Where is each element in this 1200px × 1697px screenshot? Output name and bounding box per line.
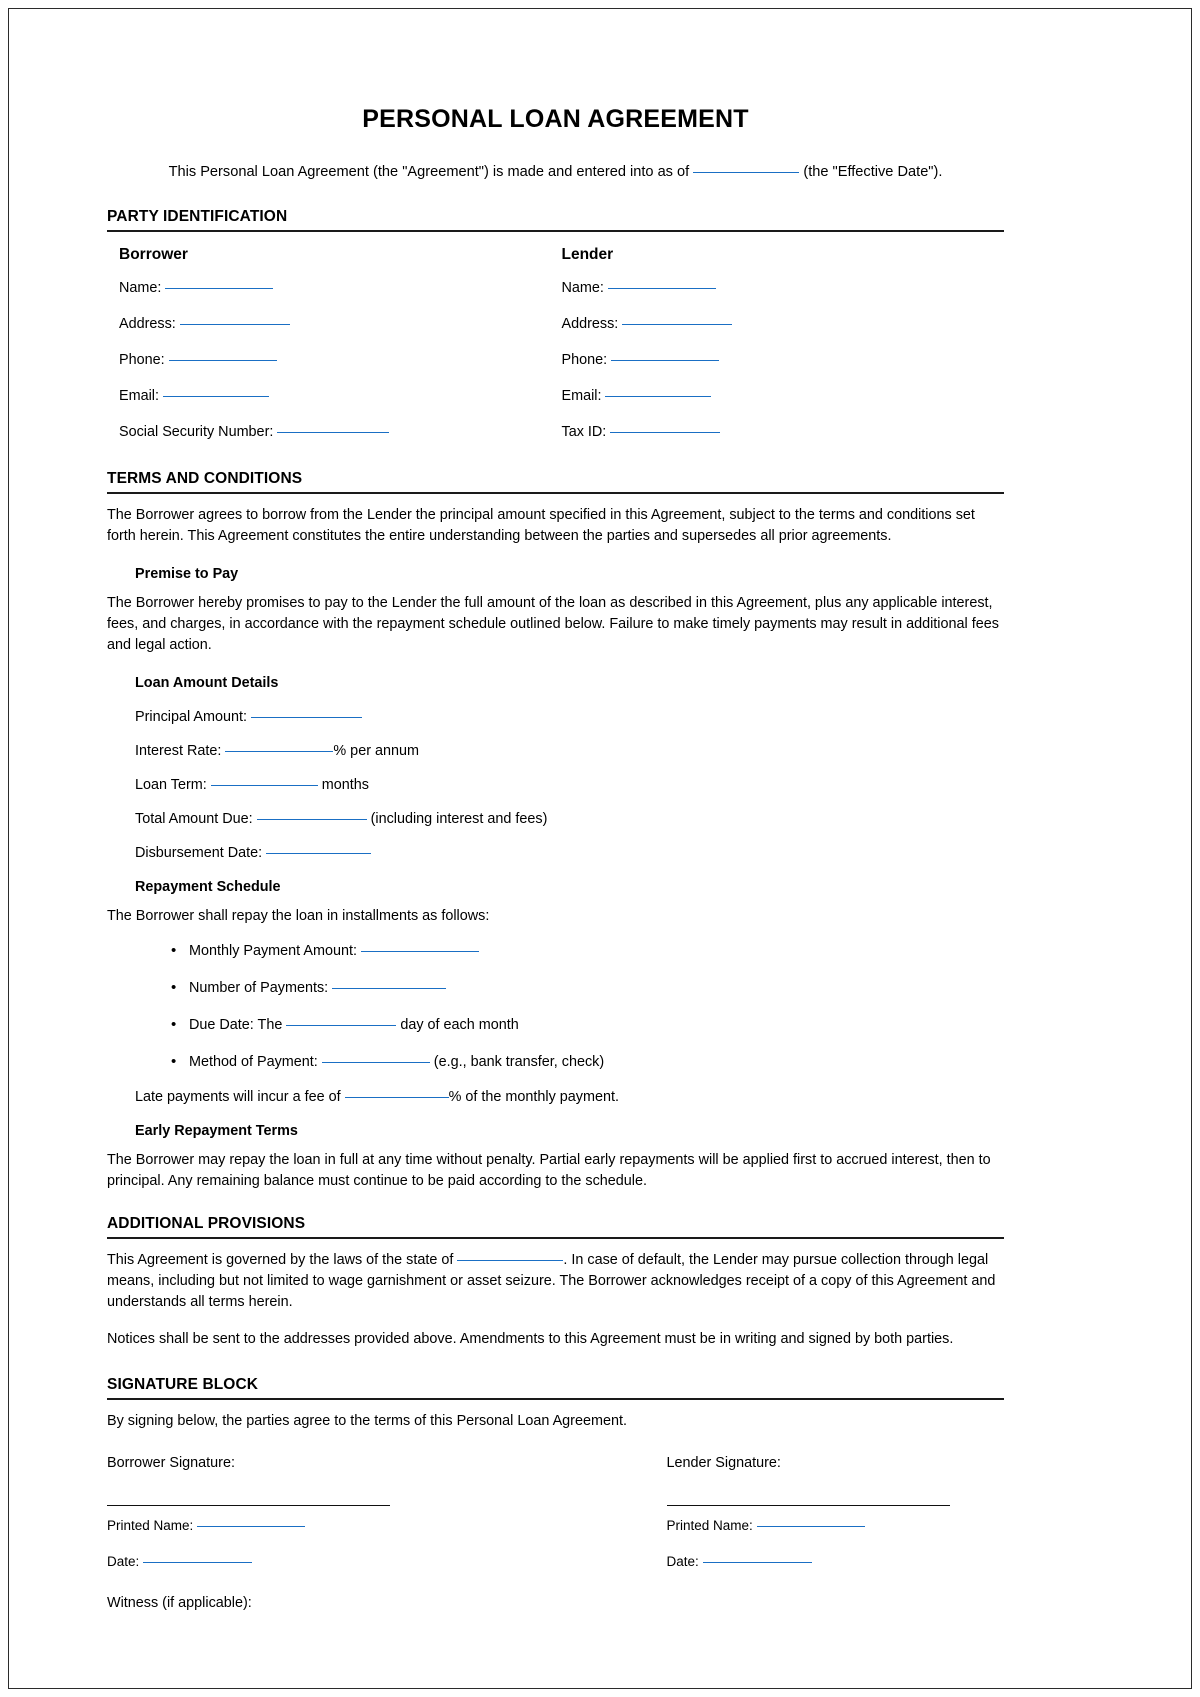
notices-paragraph: Notices shall be sent to the addresses provided above. Amendments to this Agreement must be in writing and signed by both parties. <box>107 1330 954 1347</box>
signature-grid <box>107 1455 1004 1611</box>
lender-date-fill-line[interactable] <box>703 1562 812 1563</box>
borrower-name-row <box>119 280 556 296</box>
late-fee-row <box>135 1089 1004 1105</box>
terms-intro-paragraph: The Borrower agrees to borrow from the Lender the principal amount specified in this Agreement, subject to the terms and conditions set forth herein. This Agreement constitutes the entire understanding between the parties and supersedes all prior agreements. <box>107 507 975 545</box>
governing-law-text-before: This Agreement is governed by the laws of the state of <box>107 1251 454 1268</box>
interest-rate-suffix: % per annum <box>333 742 419 759</box>
repayment-schedule-list <box>107 943 1004 1070</box>
borrower-address-label: Address: <box>119 316 176 333</box>
borrower-ssn-row <box>119 424 556 440</box>
section-header-terms-and-conditions: TERMS AND CONDITIONS <box>107 470 1004 494</box>
lender-date-row <box>667 1554 1005 1569</box>
interest-rate-fill-line[interactable] <box>225 751 333 752</box>
late-fee-fill-line[interactable] <box>345 1097 449 1098</box>
governing-law-text-after: . In case of default, the Lender may pursue collection through legal means, including but not limited to wage garnishment or asset seizure. The Borrower acknowledges receipt of a copy of this Agreement and understands all terms herein. <box>107 1251 996 1311</box>
signature-intro: By signing below, the parties agree to the terms of this Personal Loan Agreement. <box>107 1412 627 1429</box>
borrower-signature-column <box>107 1455 556 1611</box>
list-item-number-of-payments <box>189 980 1004 996</box>
late-fee-label-before: Late payments will incur a fee of <box>135 1089 341 1106</box>
interest-rate-label: Interest Rate: <box>135 742 222 759</box>
lender-name-label: Name: <box>561 280 604 297</box>
subheading-repayment-schedule: Repayment Schedule <box>135 878 281 895</box>
disbursement-date-row <box>135 845 1004 861</box>
monthly-payment-amount-fill-line[interactable] <box>361 951 479 952</box>
lender-signature-line[interactable] <box>667 1471 950 1506</box>
borrower-ssn-label: Social Security Number: <box>119 424 274 441</box>
lender-phone-row <box>562 352 1005 368</box>
governing-law-state-fill-line[interactable] <box>457 1260 563 1261</box>
disbursement-date-fill-line[interactable] <box>266 853 371 854</box>
disbursement-date-label: Disbursement Date: <box>135 844 263 861</box>
lender-taxid-fill-line[interactable] <box>610 432 720 433</box>
method-of-payment-label: Method of Payment: <box>189 1054 318 1071</box>
list-item-monthly-payment-amount <box>189 943 1004 959</box>
subheading-loan-amount-details: Loan Amount Details <box>135 674 279 691</box>
principal-amount-label: Principal Amount: <box>135 708 247 725</box>
lender-printed-name-label: Printed Name: <box>666 1517 753 1533</box>
borrower-name-label: Name: <box>119 280 162 297</box>
monthly-payment-amount-label: Monthly Payment Amount: <box>189 943 357 960</box>
borrower-date-fill-line[interactable] <box>143 1562 252 1563</box>
lender-printed-name-fill-line[interactable] <box>757 1526 865 1527</box>
lender-taxid-label: Tax ID: <box>561 424 607 441</box>
subheading-early-repayment-terms: Early Repayment Terms <box>135 1123 298 1140</box>
borrower-email-label: Email: <box>119 388 159 405</box>
loan-term-row <box>135 777 1004 793</box>
lender-signature-column <box>556 1455 1005 1611</box>
premise-to-pay-paragraph: The Borrower hereby promises to pay to the Lender the full amount of the loan as described in this Agreement, plus any applicable interest, fees, and charges, in accordance with the repayment schedule outlined below. Failure to make timely payments may result in additional fees and legal action. <box>107 594 999 654</box>
borrower-phone-row <box>119 352 556 368</box>
total-amount-due-suffix: (including interest and fees) <box>366 810 548 827</box>
due-date-suffix: day of each month <box>396 1017 519 1034</box>
lender-printed-name-row <box>667 1518 1005 1533</box>
lender-address-row <box>562 316 1005 332</box>
intro-text-before: This Personal Loan Agreement (the "Agreement") is made and entered into as of <box>168 164 690 180</box>
borrower-column <box>107 246 556 440</box>
section-header-additional-provisions: ADDITIONAL PROVISIONS <box>107 1215 1004 1239</box>
loan-term-fill-line[interactable] <box>211 785 318 786</box>
lender-signature-label: Lender Signature: <box>666 1454 781 1471</box>
lender-email-fill-line[interactable] <box>605 396 711 397</box>
borrower-email-row <box>119 388 556 404</box>
borrower-email-fill-line[interactable] <box>163 396 269 397</box>
borrower-printed-name-fill-line[interactable] <box>197 1526 305 1527</box>
due-date-label: Due Date: The <box>189 1017 283 1034</box>
section-header-party-identification: PARTY IDENTIFICATION <box>107 208 1004 232</box>
lender-address-label: Address: <box>561 316 619 333</box>
late-fee-label-after: % of the monthly payment. <box>448 1089 619 1106</box>
borrower-phone-label: Phone: <box>119 352 165 369</box>
lender-email-row <box>562 388 1005 404</box>
loan-term-suffix: months <box>317 776 369 793</box>
lender-email-label: Email: <box>561 388 602 405</box>
principal-amount-row <box>135 709 1004 725</box>
borrower-phone-fill-line[interactable] <box>169 360 277 361</box>
number-of-payments-fill-line[interactable] <box>332 988 446 989</box>
effective-date-fill-line[interactable] <box>693 172 799 173</box>
intro-text-after: (the "Effective Date"). <box>803 164 943 180</box>
method-of-payment-fill-line[interactable] <box>322 1062 430 1063</box>
repayment-schedule-intro: The Borrower shall repay the loan in installments as follows: <box>107 907 490 924</box>
lender-date-label: Date: <box>666 1553 699 1569</box>
early-repayment-terms-paragraph: The Borrower may repay the loan in full at any time without penalty. Partial early repayments will be applied first to accrued interest, then to principal. Any remaining balance must continue to be paid according to the schedule. <box>107 1152 991 1190</box>
list-item-due-date <box>189 1017 1004 1033</box>
section-header-signature-block: SIGNATURE BLOCK <box>107 1376 1004 1400</box>
subheading-premise-to-pay: Premise to Pay <box>135 565 239 582</box>
borrower-signature-line[interactable] <box>107 1471 390 1506</box>
due-date-fill-line[interactable] <box>286 1025 396 1026</box>
governing-law-paragraph <box>107 1250 1004 1314</box>
principal-amount-fill-line[interactable] <box>251 717 362 718</box>
borrower-date-row <box>107 1554 556 1569</box>
lender-phone-label: Phone: <box>561 352 608 369</box>
borrower-date-label: Date: <box>107 1553 140 1569</box>
witness-label: Witness (if applicable): <box>107 1594 252 1611</box>
lender-address-fill-line[interactable] <box>622 324 732 325</box>
lender-name-row <box>562 280 1005 296</box>
borrower-address-fill-line[interactable] <box>180 324 290 325</box>
loan-term-label: Loan Term: <box>135 776 207 793</box>
lender-column <box>556 246 1005 440</box>
agreement-intro-line <box>107 162 1004 183</box>
borrower-ssn-fill-line[interactable] <box>277 432 389 433</box>
total-amount-due-row <box>135 811 1004 827</box>
borrower-name-fill-line[interactable] <box>165 288 273 289</box>
lender-phone-fill-line[interactable] <box>611 360 719 361</box>
total-amount-due-fill-line[interactable] <box>257 819 367 820</box>
lender-name-fill-line[interactable] <box>608 288 716 289</box>
party-identification-grid <box>107 246 1004 440</box>
lender-taxid-row <box>562 424 1005 440</box>
borrower-title: Borrower <box>119 246 188 264</box>
list-item-method-of-payment <box>189 1054 1004 1070</box>
borrower-printed-name-row <box>107 1518 556 1533</box>
interest-rate-row <box>135 743 1004 759</box>
number-of-payments-label: Number of Payments: <box>189 980 329 997</box>
borrower-address-row <box>119 316 556 332</box>
borrower-signature-label: Borrower Signature: <box>107 1454 235 1471</box>
borrower-printed-name-label: Printed Name: <box>107 1517 194 1533</box>
document-content <box>107 0 1004 1611</box>
method-of-payment-suffix: (e.g., bank transfer, check) <box>429 1054 605 1071</box>
page-title: PERSONAL LOAN AGREEMENT <box>362 105 749 133</box>
total-amount-due-label: Total Amount Due: <box>135 810 253 827</box>
lender-title: Lender <box>561 246 614 264</box>
